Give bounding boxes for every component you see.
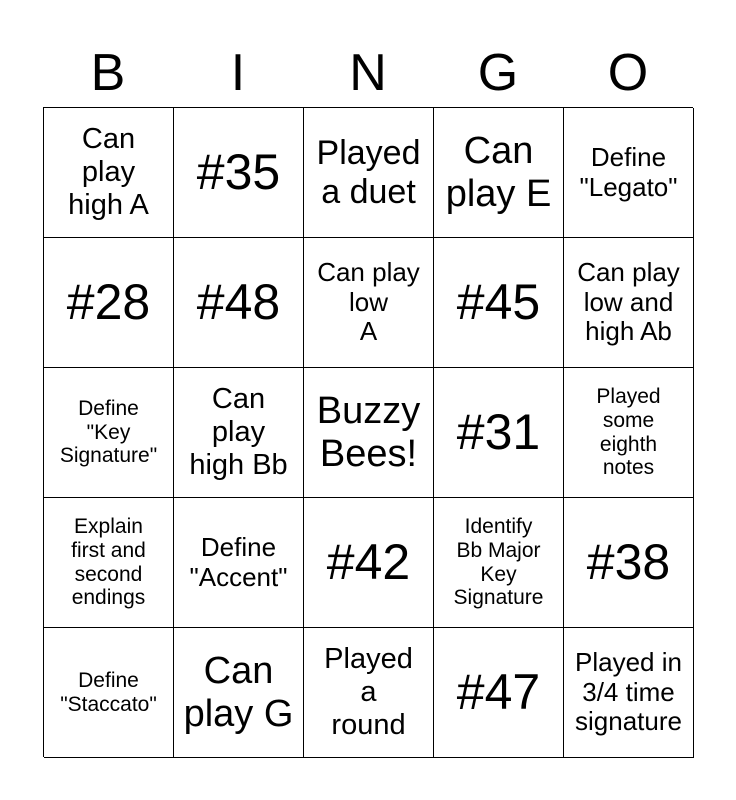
bingo-cell-r5c1[interactable]: Define "Staccato": [44, 628, 174, 758]
bingo-cell-r1c4[interactable]: Can play E: [434, 108, 564, 238]
header-letter-g: G: [477, 44, 519, 102]
bingo-cell-r1c1[interactable]: Can play high A: [44, 108, 174, 238]
bingo-cell-r2c1[interactable]: #28: [44, 238, 174, 368]
bingo-header: [43, 40, 693, 106]
bingo-cell-r1c3[interactable]: Played a duet: [304, 108, 434, 238]
bingo-cell-r3c3[interactable]: Buzzy Bees!: [304, 368, 434, 498]
bingo-cell-r2c3[interactable]: Can play low A: [304, 238, 434, 368]
bingo-cell-r2c4[interactable]: #45: [434, 238, 564, 368]
bingo-cell-r5c5[interactable]: Played in 3/4 time signature: [564, 628, 694, 758]
header-letter-n: N: [349, 44, 387, 102]
bingo-cell-r4c4[interactable]: Identify Bb Major Key Signature: [434, 498, 564, 628]
bingo-cell-r5c2[interactable]: Can play G: [174, 628, 304, 758]
header-letter-b: B: [90, 44, 126, 102]
header-letter-o: O: [607, 44, 649, 102]
bingo-cell-r4c2[interactable]: Define "Accent": [174, 498, 304, 628]
bingo-cell-r2c5[interactable]: Can play low and high Ab: [564, 238, 694, 368]
bingo-cell-r2c2[interactable]: #48: [174, 238, 304, 368]
bingo-cell-r5c4[interactable]: #47: [434, 628, 564, 758]
bingo-cell-r3c4[interactable]: #31: [434, 368, 564, 498]
bingo-board: [43, 107, 693, 757]
bingo-cell-r5c3[interactable]: Played a round: [304, 628, 434, 758]
bingo-cell-r4c3[interactable]: #42: [304, 498, 434, 628]
bingo-cell-r4c1[interactable]: Explain first and second endings: [44, 498, 174, 628]
bingo-cell-r1c2[interactable]: #35: [174, 108, 304, 238]
bingo-cell-r3c2[interactable]: Can play high Bb: [174, 368, 304, 498]
bingo-cell-r3c1[interactable]: Define "Key Signature": [44, 368, 174, 498]
bingo-cell-r1c5[interactable]: Define "Legato": [564, 108, 694, 238]
bingo-cell-r4c5[interactable]: #38: [564, 498, 694, 628]
header-letter-i: I: [230, 44, 246, 102]
bingo-cell-r3c5[interactable]: Played some eighth notes: [564, 368, 694, 498]
